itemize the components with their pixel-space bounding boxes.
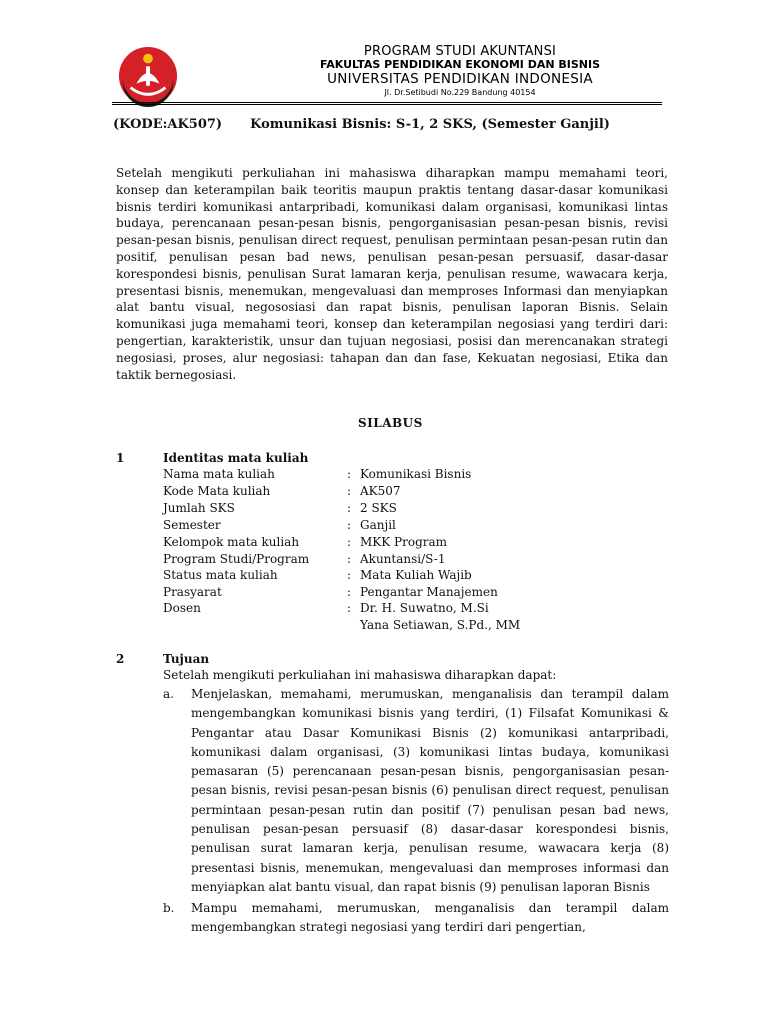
- identity-label: Dosen: [163, 601, 201, 615]
- identity-row: [163, 618, 683, 635]
- silabus-heading: SILABUS: [358, 416, 423, 430]
- identity-row: [163, 552, 683, 569]
- identity-colon: :: [347, 535, 352, 549]
- identity-row: [163, 601, 683, 618]
- section-2-intro: Setelah mengikuti perkuliahan ini mahasiswa diharapkan dapat:: [163, 668, 557, 682]
- identity-label: Prasyarat: [163, 585, 222, 599]
- identity-label: Kelompok mata kuliah: [163, 535, 300, 549]
- list-marker: a.: [163, 687, 174, 701]
- identity-label: Nama mata kuliah: [163, 467, 275, 481]
- list-item-text: Menjelaskan, memahami, merumuskan, menganalisis dan terampil dalam mengembangkan komunikasi bisnis yang terdiri, (1) Filsafat Komunikasi & Pengantar atau Dasar Komunikasi Bisnis (2) komunikasi antarpribadi, komunikasi dalam organisasi, (3) komunikasi lintas budaya, komunikasi pemasaran (5) perencanaan pesan-pesan bisnis, pengorganisasian pesan-pesan bisnis, revisi pesan-pesan bisnis (6) penulisan direct request, penulisan permintaan pesan-pesan rutin dan positif (7) penulisan pesan bad news, penulisan pesan-pesan persuasif (8) dasar-dasar korespondesi bisnis, penulisan surat lamaran kerja, penulisan resume, wawacara kerja (8) presentasi bisnis, menemukan, mengevaluasi dan memproses informasi dan menyiapkan alat bantu visual, dan rapat bisnis (9) penulisan laporan Bisnis: [191, 687, 669, 894]
- identity-colon: :: [347, 484, 352, 498]
- list-item: [163, 685, 669, 897]
- identity-value: Yana Setiawan, S.Pd., MM: [360, 618, 521, 632]
- header-divider-second: [112, 104, 662, 105]
- course-code: (KODE:AK507): [113, 117, 223, 132]
- university-logo: [117, 45, 179, 107]
- identity-value: Pengantar Manajemen: [360, 585, 498, 599]
- course-description: Komunikasi Bisnis: S-1, 2 SKS, (Semester Ganjil): [250, 117, 610, 132]
- list-marker: b.: [163, 901, 175, 915]
- identity-colon: :: [347, 552, 352, 566]
- identity-row: [163, 585, 683, 602]
- identity-value: Dr. H. Suwatno, M.Si: [360, 601, 489, 615]
- identity-colon: :: [347, 585, 352, 599]
- identity-row: [163, 518, 683, 535]
- identity-label: Status mata kuliah: [163, 568, 278, 582]
- faculty-title: FAKULTAS PENDIDIKAN EKONOMI DAN BISNIS: [319, 58, 601, 71]
- identity-value: Mata Kuliah Wajib: [360, 568, 472, 582]
- identity-value: MKK Program: [360, 535, 448, 549]
- address-text: Jl. Dr.Setibudi No.229 Bandung 40154: [384, 88, 536, 97]
- identity-row: [163, 484, 683, 501]
- identity-value: Komunikasi Bisnis: [360, 467, 472, 481]
- identity-row: [163, 568, 683, 585]
- identity-value: AK507: [360, 484, 401, 498]
- course-intro-paragraph: Setelah mengikuti perkuliahan ini mahasiswa diharapkan mampu memahami teori, konsep dan keterampilan baik teoritis maupun praktis tentang dasar-dasar komunikasi bisnis terdiri komunikasi antarpribadi, komunikasi dalam organisasi, komunikasi lintas budaya, perencanaan pesan-pesan bisnis, pengorganisasian pesan-pesan bisnis, revisi pesan-pesan bisnis, penulisan direct request, penulisan permintaan pesan-pesan rutin dan positif, penulisan pesan bad news, penulisan pesan-pesan persuasif, dasar-dasar korespondesi bisnis, penulisan Surat lamaran kerja, penulisan resume, wawacara kerja, presentasi bisnis, menemukan, mengevaluasi dan memproses Informasi dan menyiapkan alat bantu visual, negososiasi dan rapat bisnis, penulisan laporan Bisnis. Selain komunikasi juga memahami teori, konsep dan keterampilan negosiasi yang terdiri dari: pengertian, karakteristik, unsur dan tujuan negosiasi, posisi dan merencanakan strategi negosiasi, proses, alur negosiasi: tahapan dan dan fase, Kekuatan negosiasi, Etika dan taktik bernegosiasi.: [116, 166, 668, 382]
- program-title: PROGRAM STUDI AKUNTANSI: [363, 44, 557, 59]
- identity-colon: :: [347, 467, 352, 481]
- university-title: UNIVERSITAS PENDIDIKAN INDONESIA: [327, 71, 593, 87]
- identity-label: Semester: [163, 518, 221, 532]
- identity-label: Kode Mata kuliah: [163, 484, 271, 498]
- identity-value: 2 SKS: [360, 501, 397, 515]
- identity-colon: :: [347, 501, 352, 515]
- section-1-number: 1: [116, 451, 125, 465]
- identity-value: Akuntansi/S-1: [360, 552, 446, 566]
- identity-label: Program Studi/Program: [163, 552, 310, 566]
- section-1-title: Identitas mata kuliah: [163, 451, 309, 465]
- list-item-text: Mampu memahami, merumuskan, menganalisis dan terampil dalam mengembangkan strategi negosiasi yang terdiri dari pengertian,: [191, 901, 669, 935]
- header-divider: [112, 102, 662, 103]
- identity-colon: :: [347, 601, 352, 615]
- identity-row: [163, 535, 683, 552]
- identity-row: [163, 467, 683, 484]
- list-item: [163, 899, 669, 938]
- identity-value: Ganjil: [360, 518, 396, 532]
- section-2-number: 2: [116, 652, 125, 666]
- identity-colon: :: [347, 518, 352, 532]
- course-heading: [113, 117, 610, 132]
- identity-row: [163, 501, 683, 518]
- identity-colon: :: [347, 568, 352, 582]
- section-2-title: Tujuan: [163, 652, 210, 666]
- identity-label: Jumlah SKS: [163, 501, 235, 515]
